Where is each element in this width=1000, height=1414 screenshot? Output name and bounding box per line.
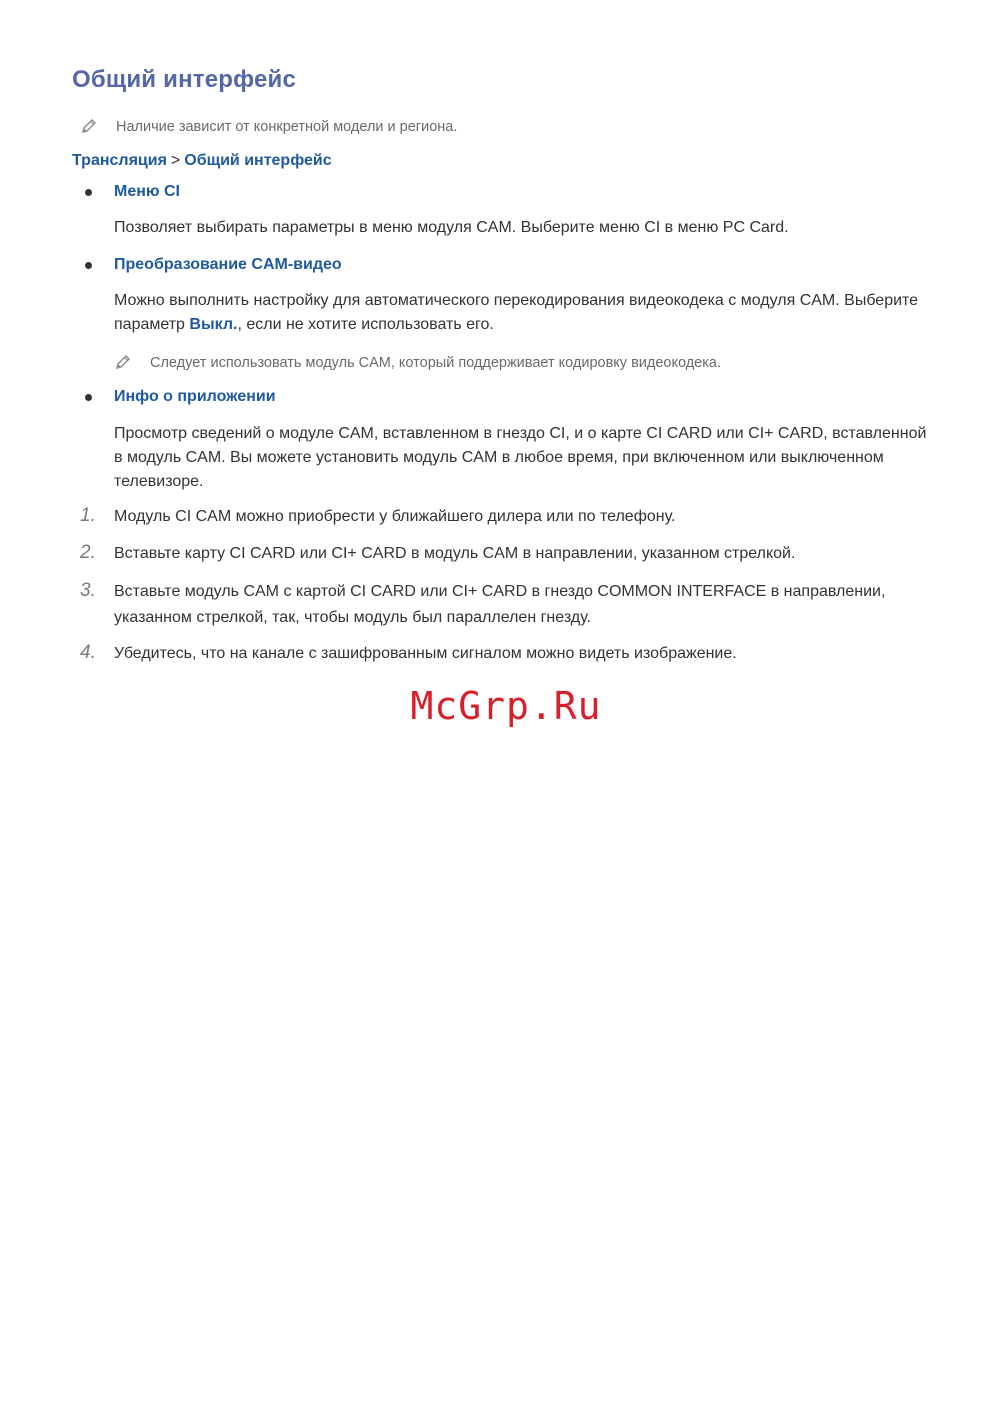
section-heading-cam-video <box>85 256 342 274</box>
option-off: Выкл. <box>189 316 238 333</box>
page-title: Общий интерфейс <box>72 66 297 93</box>
step-number: 4. <box>80 642 96 663</box>
section-heading-app-info <box>85 388 276 406</box>
breadcrumb-item-broadcast: Трансляция <box>72 152 167 169</box>
section-title: Меню CI <box>114 183 180 200</box>
note-text: Следует использовать модуль CAM, который поддерживает кодировку видеокодека. <box>150 355 721 371</box>
step-item <box>80 541 940 567</box>
bullet-dot <box>85 394 92 401</box>
step-item <box>80 504 940 530</box>
availability-note <box>80 119 457 135</box>
step-text: Вставьте карту CI CARD или CI+ CARD в модуль CAM в направлении, указанном стрелкой. <box>114 545 796 562</box>
section-text-app-info: Просмотр сведений о модуле CAM, вставленном в гнездо CI, и о карте CI CARD или CI+ CARD, вставленной в модуль CAM. Вы можете установить модуль CAM в любое время, при включенном или выключенном телевизоре. <box>114 425 927 490</box>
step-item <box>80 579 940 631</box>
breadcrumb-separator: > <box>170 152 181 169</box>
section-heading-ci-menu <box>85 183 180 201</box>
step-number: 2. <box>80 542 96 563</box>
cam-codec-note <box>114 355 721 371</box>
pencil-icon <box>80 117 98 135</box>
text-part: Можно выполнить настройку для автоматического перекодирования видеокодека с модуля CAM. Выберите параметр <box>114 292 919 333</box>
section-title: Преобразование CAM-видео <box>114 256 342 273</box>
text-part: , если не хотите использовать его. <box>237 316 494 333</box>
bullet-dot <box>85 189 92 196</box>
step-number: 1. <box>80 505 96 526</box>
step-item <box>80 641 940 667</box>
breadcrumb <box>72 152 332 170</box>
pencil-icon <box>114 353 132 371</box>
section-title: Инфо о приложении <box>114 388 276 405</box>
breadcrumb-item-common-interface: Общий интерфейс <box>184 152 332 169</box>
step-number: 3. <box>80 580 96 601</box>
note-text: Наличие зависит от конкретной модели и региона. <box>116 119 458 135</box>
step-text: Вставьте модуль CAM с картой CI CARD или CI+ CARD в гнездо COMMON INTERFACE в направлении, указанном стрелкой, так, чтобы модуль был параллелен гнезду. <box>114 583 886 626</box>
bullet-dot <box>85 262 92 269</box>
watermark: McGrp.Ru <box>410 684 602 728</box>
section-text-ci-menu: Позволяет выбирать параметры в меню модуля CAM. Выберите меню CI в меню PC Card. <box>114 219 789 236</box>
step-text: Модуль CI CAM можно приобрести у ближайшего дилера или по телефону. <box>114 508 676 525</box>
step-text: Убедитесь, что на канале с зашифрованным сигналом можно видеть изображение. <box>114 645 737 662</box>
section-text-cam-video <box>114 289 934 337</box>
